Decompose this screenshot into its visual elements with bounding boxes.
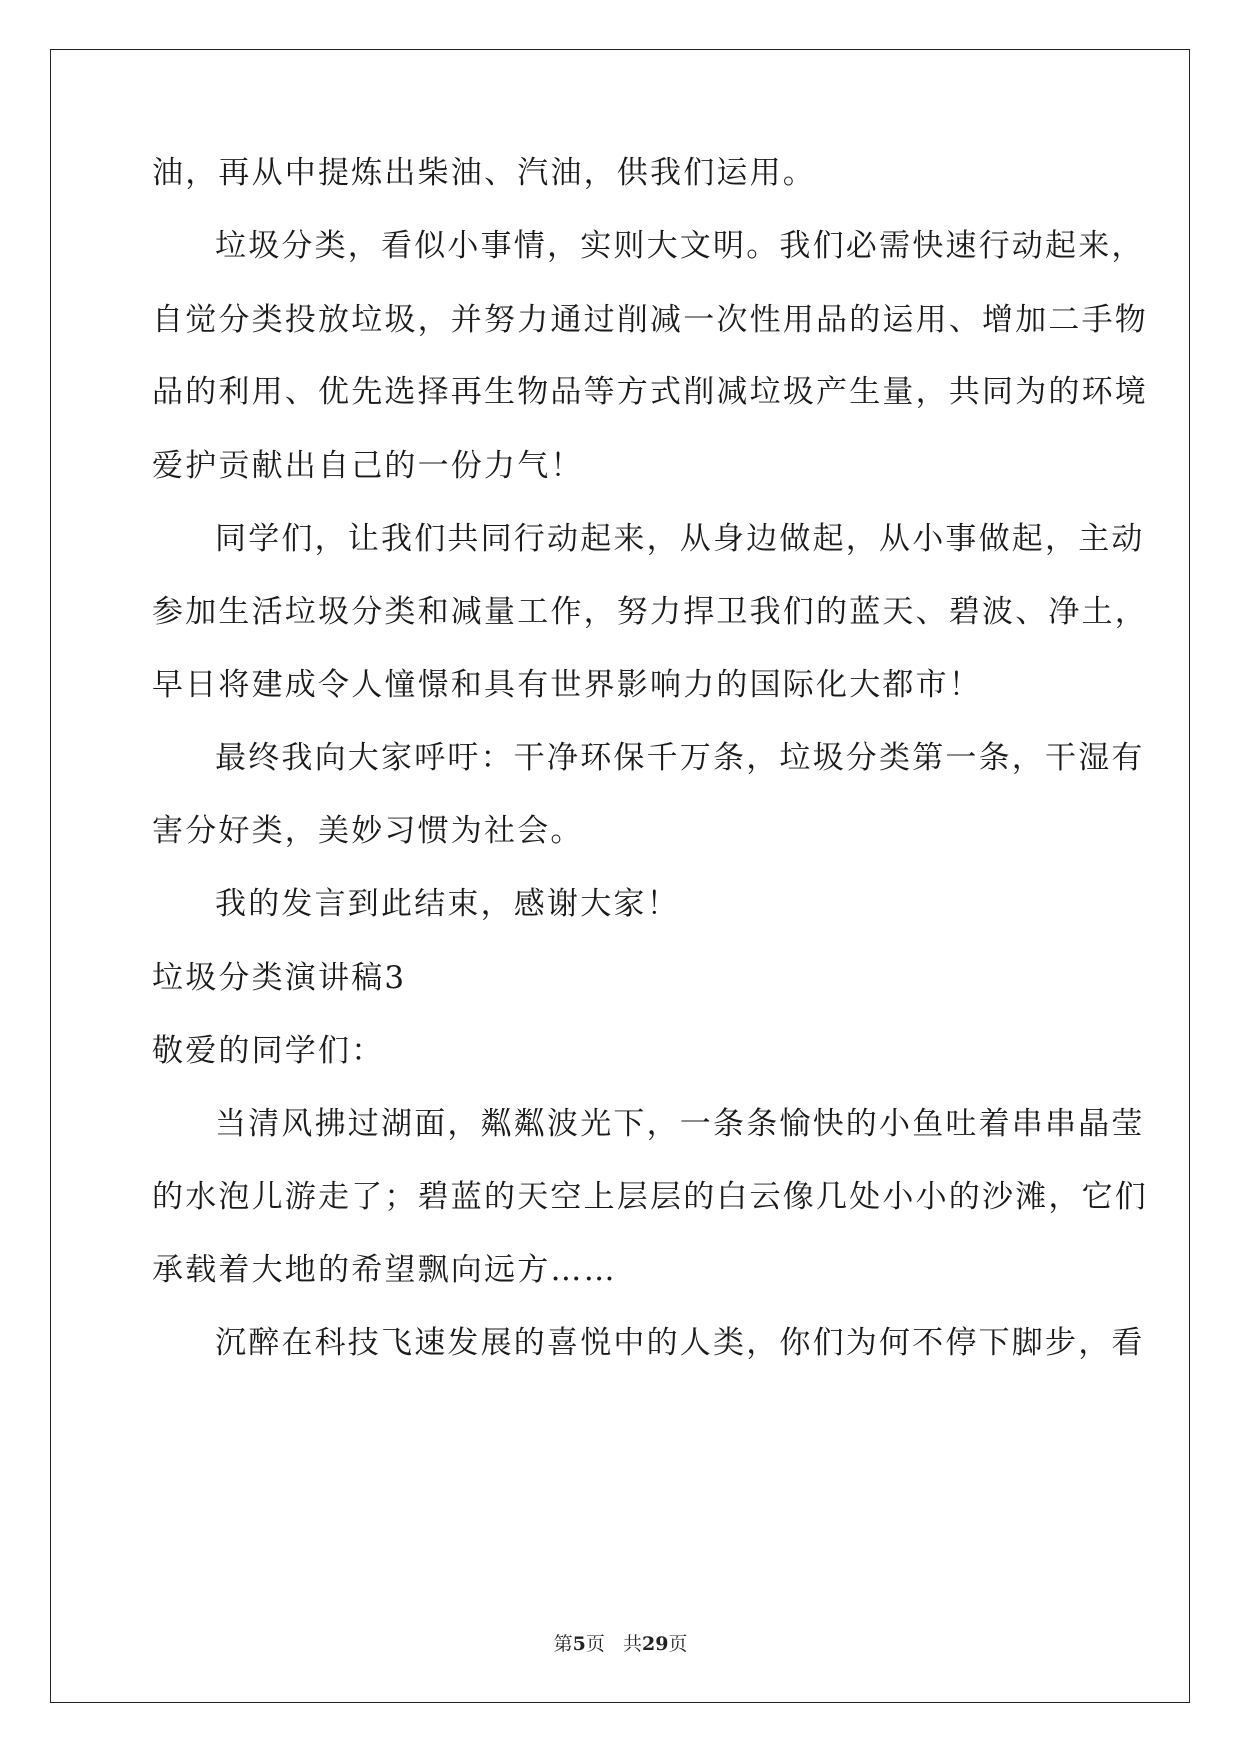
paragraph-line: 垃圾分类，看似小事情，实则大文明。我们必需快速行动起来， xyxy=(215,228,1145,264)
total-page-count: 29 xyxy=(641,1633,669,1655)
paragraph-line: 爱护贡献出自己的一份力气！ xyxy=(152,448,584,484)
salutation: 敬爱的同学们： xyxy=(152,1033,385,1069)
page-footer xyxy=(0,1632,1241,1656)
paragraph-line: 承载着大地的希望飘向远方…… xyxy=(152,1252,617,1288)
paragraph-line: 当清风拂过湖面，粼粼波光下，一条条愉快的小鱼吐着串串晶莹 xyxy=(215,1106,1145,1142)
paragraph-line: 油，再从中提炼出柴油、汽油，供我们运用。 xyxy=(152,155,816,191)
footer-page-suffix: 页 xyxy=(585,1633,605,1655)
footer-total-suffix: 页 xyxy=(668,1633,688,1655)
paragraph-line: 的水泡儿游走了；碧蓝的天空上层层的白云像几处小小的沙滩，它们 xyxy=(152,1179,1148,1215)
paragraph-line: 同学们，让我们共同行动起来，从身边做起，从小事做起，主动 xyxy=(215,521,1145,557)
section-heading: 垃圾分类演讲稿3 xyxy=(152,960,407,996)
paragraph-line: 自觉分类投放垃圾，并努力通过削减一次性用品的运用、增加二手物 xyxy=(152,302,1148,338)
current-page-number: 5 xyxy=(572,1633,586,1655)
paragraph-line: 害分好类，美妙习惯为社会。 xyxy=(152,813,584,849)
paragraph-line: 品的利用、优先选择再生物品等方式削减垃圾产生量，共同为的环境 xyxy=(152,374,1148,410)
page-frame xyxy=(50,49,1190,1703)
paragraph-line: 最终我向大家呼吁：干净环保千万条，垃圾分类第一条，干湿有 xyxy=(215,740,1145,776)
footer-prefix: 第 xyxy=(553,1633,573,1655)
footer-total-prefix: 共 xyxy=(622,1633,642,1655)
paragraph-line: 参加生活垃圾分类和减量工作，努力捍卫我们的蓝天、碧波、净土， xyxy=(152,594,1148,630)
paragraph-line: 沉醉在科技飞速发展的喜悦中的人类，你们为何不停下脚步，看 xyxy=(215,1325,1145,1361)
paragraph-line: 早日将建成令人憧憬和具有世界影响力的国际化大都市！ xyxy=(152,667,982,703)
paragraph-line: 我的发言到此结束，感谢大家！ xyxy=(215,886,680,922)
